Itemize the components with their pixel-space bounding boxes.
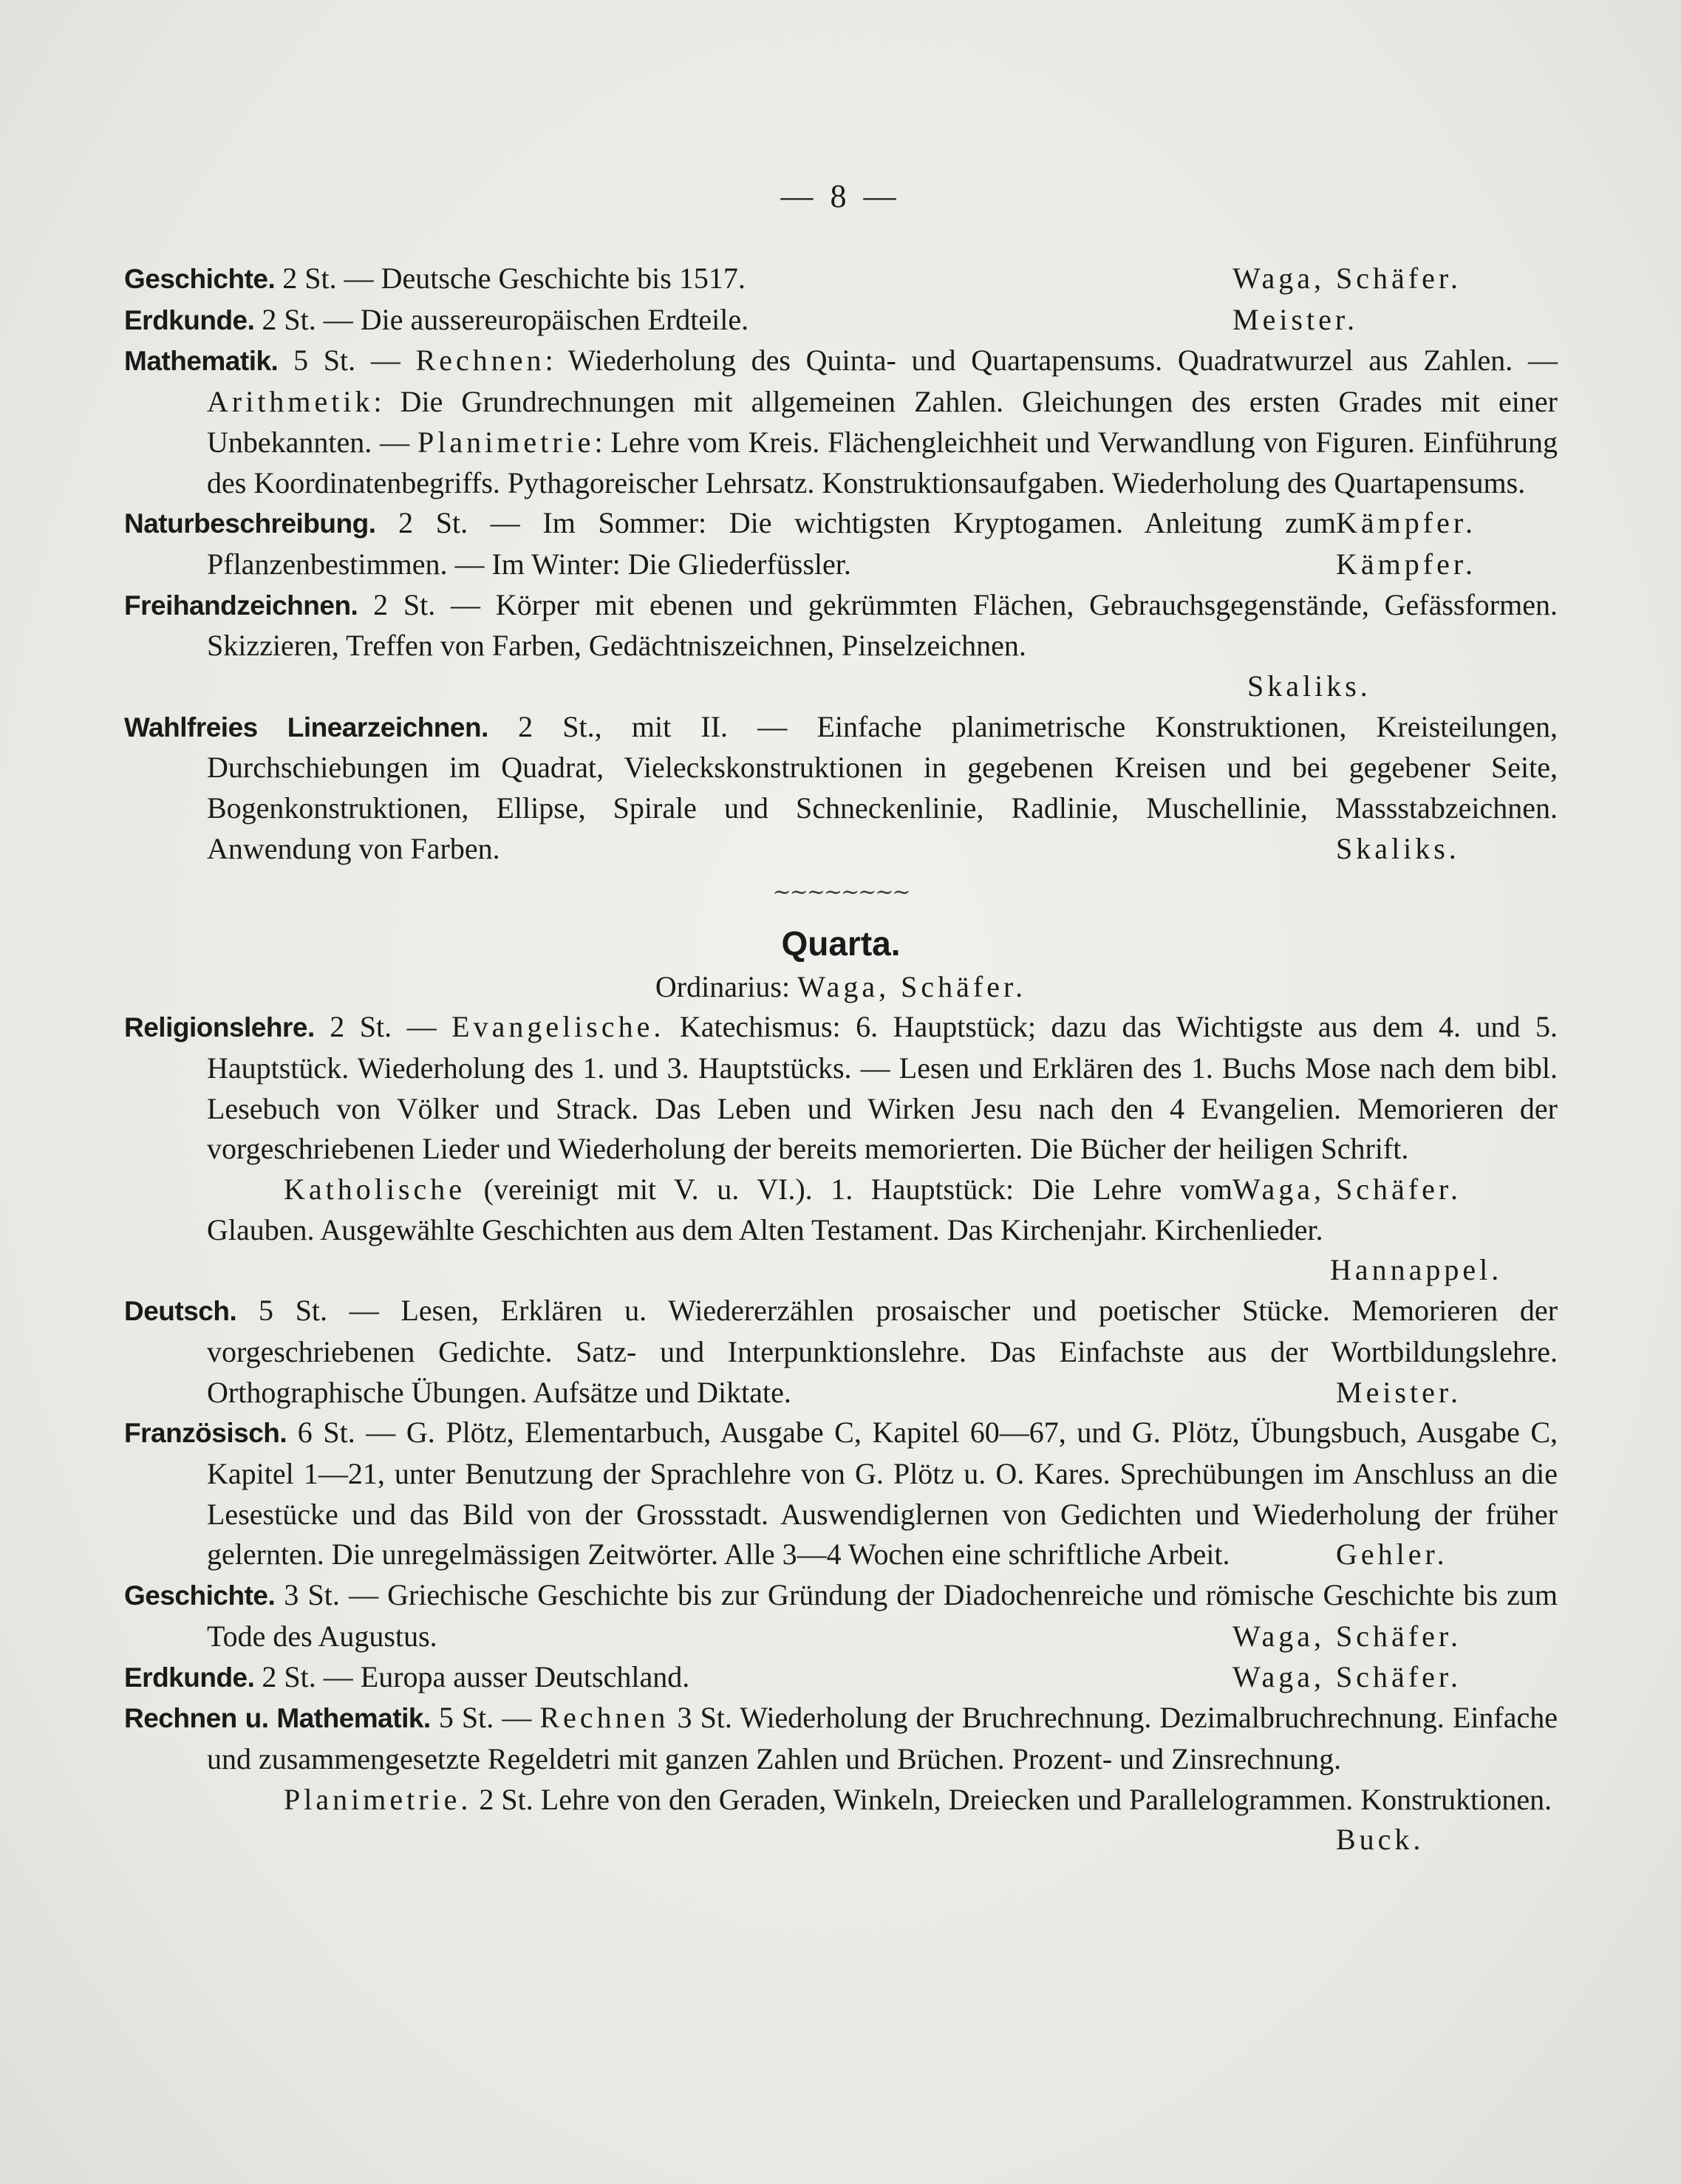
entry-planimetrie-quarta [124,1780,1558,1857]
teacher-signature: Waga, Schäfer. [1232,1659,1462,1693]
entry-text: 2 St. — Europa ausser Deutschland. [262,1659,690,1693]
entry-text: 2 St. — Deutsche Geschichte bis 1517. [282,262,746,295]
entry-text: 2 St., mit II. — Einfache planimetrische Konstruktionen, Kreisteilungen, Durchschiebungen im Quadrat, Vieleckskonstruktionen in gegebenen Kreisen und bei gegebener Seite, Bogenkonstruktionen, Ellipse, Spirale und Schneckenlinie, Radlinie, Muschellinie, Massstabzeichnen. Anwendung von Farben. [207,709,1558,865]
teacher-signature: Gehler. [1336,1538,1448,1572]
entry-heading: Rechnen u. Mathematik. [124,1703,431,1734]
entry-franzoesisch-quarta [124,1413,1558,1575]
entry-text-spaced: Rechnen [539,1701,669,1735]
entry-text-spaced: Rechnen [415,344,545,378]
page-content [124,259,1558,1860]
entry-text: 6 St. — G. Plötz, Elementarbuch, Ausgabe C, Kapitel 60—67, und G. Plötz, Übungsbuch, Ausgabe C, Kapitel 1—21, unter Benutzung der Sprachlehre von G. Plötz u. O. Kares. Sprechübungen im Anschluss an die Lesestücke und das Bild von der Grossstadt. Auswendiglernen von Gedichten und Wiederholung der früher gelernten. Die unregelmässigen Zeitwörter. Alle 3—4 Wochen eine schriftliche Arbeit. [207,1416,1558,1572]
teacher-signature: Skaliks. [1336,831,1460,865]
page-number: — 8 — [780,178,901,214]
entry-heading: Freihandzeichnen. [124,590,358,621]
entry-erdkunde-quarta [124,1657,1558,1699]
entry-heading: Wahlfreies Linearzeichnen. [124,711,488,743]
entry-text-spaced: Planimetrie. [284,1782,472,1816]
entry-text-part: : Wiederholung des Quinta- und Quartapensums. Quadratwurzel aus Zahlen. — [545,344,1558,378]
entry-text: 3 St. — Griechische Geschichte bis zur Gründung der Diadochenreiche und römische Geschichte bis zum Tode des Augustus. [207,1578,1558,1653]
entry-text-spaced: Katholische [284,1173,466,1207]
entry-text: 2 St. Lehre von den Geraden, Winkeln, Dreiecken und Parallelogrammen. Konstruktionen. [471,1782,1552,1816]
entry-geschichte-untertertia [124,259,1558,300]
entry-text-spaced: Evangelische. [451,1010,665,1044]
entry-erdkunde-untertertia [124,300,1558,341]
ordinarius-label: Ordinarius: [655,969,791,1003]
entry-text-spaced: Planimetrie [417,425,595,459]
teacher-signature: Waga, Schäfer. [1232,1173,1462,1207]
entry-heading: Naturbeschreibung. [124,508,376,539]
teacher-signature: Meister. [1232,302,1358,336]
entry-text-part: 5 St. — [293,344,416,378]
entry-heading: Religionslehre. [124,1012,315,1043]
entry-text: 2 St. — Körper mit ebenen und gekrümmten Flächen, Gebrauchsgegenstände, Gefässformen. Skizzieren, Treffen von Farben, Gedächtniszeichnen, Pinselzeichnen. [207,587,1558,663]
entry-heading: Geschichte. [124,1580,276,1611]
entry-heading: Erdkunde. [124,1662,255,1693]
entry-text-part: 2 St. — [330,1010,452,1044]
entry-heading: Mathematik. [124,346,279,377]
teacher-signature: Buck. [1336,1823,1425,1857]
entry-text-part: 5 St. — [438,1701,540,1735]
section-title: Quarta. [781,924,901,963]
entry-text: (vereinigt mit V. u. VI.). 1. Hauptstück: Die Lehre vom Glauben. Ausgewählte Geschichten aus dem Alten Testament. Das Kirchenjahr. Kirchenlieder. [207,1173,1323,1246]
entry-text: 2 St. — Die aussereuropäischen Erdteile. [262,302,749,336]
teacher-signature: Kämpfer. [1336,506,1476,540]
entry-text-part: : Lehre vom Kreis. Flächengleichheit und Verwandlung von Figuren. Einführung des Koordinatenbegriffs. Pythagoreischer Lehrsatz. Konstruktionsaufgaben. Wiederholung des Quartapensums. [207,425,1558,499]
entry-text-spaced: Arithmetik [207,385,374,419]
entry-freihandzeichnen-untertertia [124,585,1558,666]
entry-text: Katechismus: 6. Hauptstück; dazu das Wichtigste aus dem 4. und 5. Hauptstück. Wiederholung des 1. und 3. Hauptstücks. — Lesen und Erklären des 1. Buchs Mose nach dem bibl. Lesebuch von Völker und Strack. Das Leben und Wirken Jesu nach den 4 Evangelien. Memorieren der vorgeschriebenen Lieder und Wiederholung der bereits memorierten. Die Bücher der heiligen Schrift. [207,1010,1558,1166]
teacher-signature: Skaliks. [1247,669,1371,703]
teacher-signature: Meister. [1336,1375,1462,1409]
teacher-signature: Hannappel. [1330,1253,1503,1287]
entry-heading: Deutsch. [124,1296,237,1327]
entry-rechnen-mathematik-quarta [124,1698,1558,1779]
entry-text-part: : Die Grundrechnungen mit allgemeinen Zahlen. Gleichungen des ersten Grades mit einer Unbekannten. — [207,385,1558,459]
entry-linearzeichnen-untertertia [124,707,1558,870]
entry-geschichte-quarta [124,1575,1558,1656]
entry-heading: Französisch. [124,1418,287,1449]
ordinarius-line [124,967,1558,1008]
teacher-signature: Waga, Schäfer. [1232,262,1462,295]
entry-text: 2 St. — Im Sommer: Die wichtigsten Kryptogamen. Anleitung zum Pflanzenbestimmen. — Im Winter: Die Gliederfüssler. [207,506,1337,581]
ordinarius-name: Waga, Schäfer. [797,969,1027,1003]
entry-text: 5 St. — Lesen, Erklären u. Wiedererzählen prosaischer und poetischer Stücke. Memorieren der vorgeschriebenen Gedichte. Satz- und Interpunktionslehre. Das Einfachste aus der Wortbildungslehre. Orthographische Übungen. Aufsätze und Diktate. [207,1294,1558,1409]
entry-heading: Geschichte. [124,264,276,294]
entry-heading: Erdkunde. [124,304,255,335]
entry-deutsch-quarta [124,1291,1558,1413]
teacher-signature: Waga, Schäfer. [1232,1619,1462,1653]
teacher-signature: Kämpfer. [1336,547,1476,581]
entry-text: 3 St. Wiederholung der Bruchrechnung. Dezimalbruchrechnung. Einfache und zusammengesetzte Regeldetri mit ganzen Zahlen und Brüchen. Prozent- und Zinsrechnung. [207,1701,1558,1775]
section-ornament: ~~~~~~~~ [772,878,910,905]
